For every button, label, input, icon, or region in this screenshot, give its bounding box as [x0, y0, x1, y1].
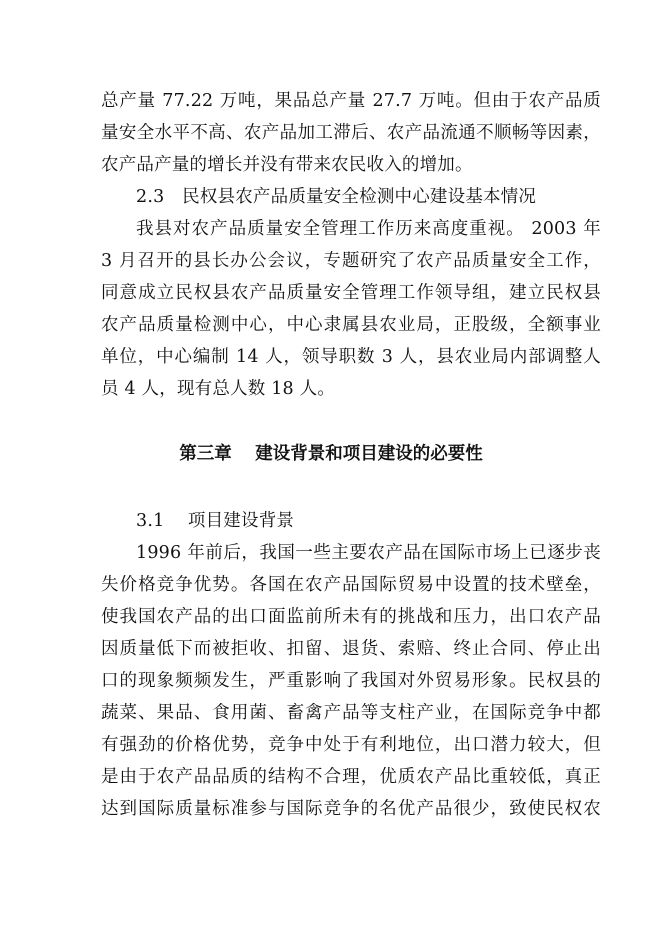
section-3-1-line-2: 失价格竞争优势。各国在农产品国际贸易中设置的技术壁垒， [101, 575, 601, 595]
paragraph1-line-1: 总产量 77.22 万吨，果品总产量 27.7 万吨。但由于农产品质 [101, 91, 601, 111]
section-2-3-line-3: 同意成立民权县农产品质量安全管理工作领导组，建立民权县 [101, 283, 601, 303]
section-3-1-heading: 3.1 项目建设背景 [136, 511, 295, 531]
paragraph1-line-2: 量安全水平不高、农产品加工滞后、农产品流通不顺畅等因素， [101, 123, 601, 143]
section-2-3-line-5: 单位，中心编制 14 人，领导职数 3 人，县农业局内部调整人 [101, 347, 601, 367]
section-3-1-line-6: 蔬菜、果品、食用菌、畜禽产品等支柱产业，在国际竞争中都 [101, 703, 601, 723]
section-2-3-line-1: 我县对农产品质量安全管理工作历来高度重视。 2003 年 [136, 219, 601, 239]
section-2-3-line-4: 农产品质量检测中心，中心隶属县农业局，正股级，全额事业 [101, 315, 601, 335]
section-3-1-line-9: 达到国际质量标准参与国际竞争的名优产品很少，致使民权农 [101, 799, 601, 819]
section-3-1-line-7: 有强劲的价格优势，竞争中处于有利地位，出口潜力较大，但 [101, 735, 601, 755]
chapter-title: 第三章 建设背景和项目建设的必要性 [179, 444, 483, 464]
section-2-3-line-6: 员 4 人，现有总人数 18 人。 [101, 379, 336, 399]
paragraph1-line-3: 农产品产量的增长并没有带来农民收入的增加。 [101, 155, 473, 175]
section-3-1-line-8: 是由于农产品品质的结构不合理，优质农产品比重较低，真正 [101, 767, 601, 787]
section-3-1-line-1: 1996 年前后，我国一些主要农产品在国际市场上已逐步丧 [136, 543, 601, 563]
section-3-1-line-3: 使我国农产品的出口面监前所未有的挑战和压力，出口农产品 [101, 607, 601, 627]
section-3-1-line-4: 因质量低下而被拒收、扣留、退货、索赔、终止合同、停止出 [101, 639, 601, 659]
section-2-3-line-2: 3 月召开的县长办公会议，专题研究了农产品质量安全工作， [101, 251, 601, 271]
section-2-3-heading: 2.3 民权县农产品质量安全检测中心建设基本情况 [136, 187, 537, 207]
section-3-1-line-5: 口的现象频频发生，严重影响了我国对外贸易形象。民权县的 [101, 671, 601, 691]
